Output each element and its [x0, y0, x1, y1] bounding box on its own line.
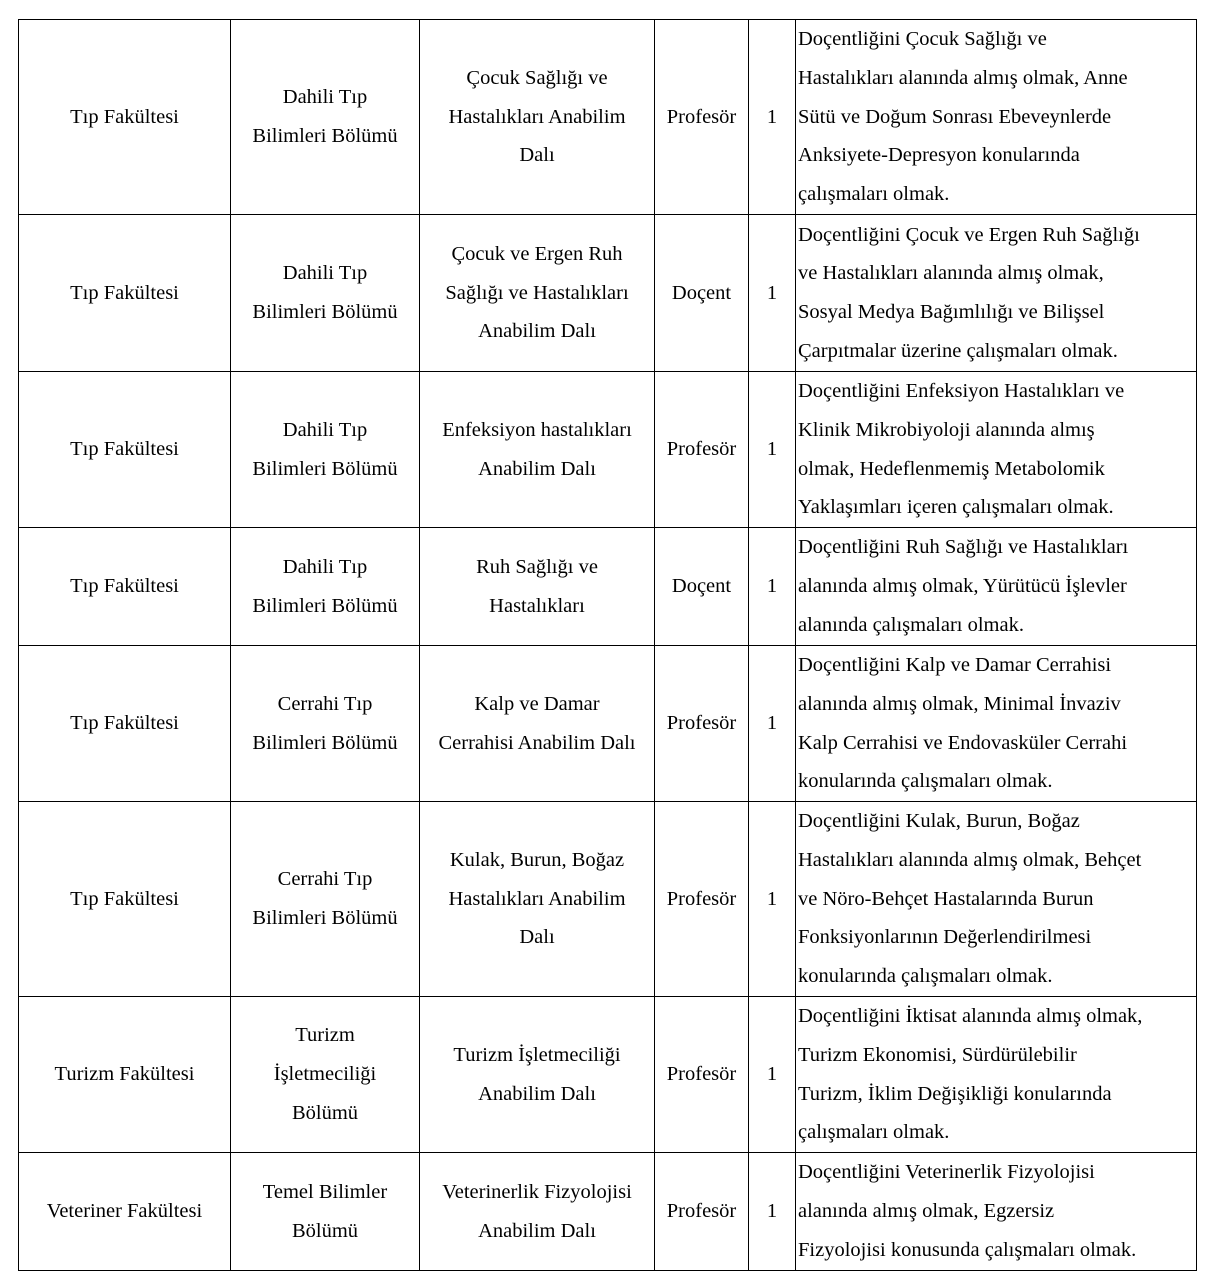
cell-line: konularında çalışmaları olmak. [798, 965, 1053, 988]
cell-line: Dalı [519, 926, 555, 949]
cell-line: Klinik Mikrobiyoloji alanında almış [798, 418, 1095, 441]
cell-line: Dahili Tıp [282, 86, 368, 109]
department-cell [231, 997, 420, 1153]
cell-line: Bilimleri Bölümü [252, 457, 398, 480]
cell-line: Bilimleri Bölümü [252, 301, 398, 323]
cell-line: Sütü ve Doğum Sonrası Ebeveynlerde [798, 105, 1112, 128]
cell-line: Anabilim Dalı [478, 1082, 596, 1105]
division-cell [420, 1153, 655, 1271]
faculty-cell [19, 646, 231, 802]
cell-line: Tıp Fakültesi [70, 575, 179, 598]
cell-line: Bilimleri Bölümü [252, 731, 398, 754]
cell-line: Doçentliğini Çocuk Sağlığı ve [798, 28, 1047, 51]
faculty-cell [19, 215, 231, 372]
cell-line: alanında almış olmak, Egzersiz [798, 1200, 1055, 1223]
faculty-cell [19, 372, 231, 528]
cell-line: Turizm İşletmeciliği [453, 1043, 621, 1066]
division-cell [420, 20, 655, 215]
cell-line: Enfeksiyon hastalıkları [442, 418, 632, 441]
academic-positions-table [18, 19, 1197, 1271]
cell-line: Çocuk ve Ergen Ruh [451, 242, 623, 265]
cell-line: Çocuk Sağlığı ve [466, 66, 608, 89]
requirement-cell [796, 997, 1197, 1153]
department-cell [231, 372, 420, 528]
cell-line: olmak, Hedeflenmemiş Metabolomik [798, 457, 1105, 480]
cell-line: Kalp Cerrahisi ve Endovasküler Cerrahi [798, 731, 1128, 754]
cell-line: Turizm, İklim Değişikliği konularında [798, 1082, 1112, 1105]
cell-line: ve Nöro-Behçet Hastalarında Burun [798, 887, 1094, 910]
cell-line: Hastalıkları [489, 594, 585, 617]
table-row [19, 997, 1197, 1153]
cell-line: Dahili Tıp [282, 418, 368, 441]
requirement-cell [796, 528, 1197, 646]
requirement-cell [796, 1153, 1197, 1271]
division-cell [420, 528, 655, 646]
cell-line: Anabilim Dalı [478, 320, 596, 343]
cell-line: Turizm Ekonomisi, Sürdürülebilir [798, 1043, 1077, 1066]
cell-line: Sosyal Medya Bağımlılığı ve Bilişsel [798, 301, 1105, 323]
department-cell [231, 646, 420, 802]
count-cell: 1 [749, 528, 796, 646]
cell-line: Temel Bilimler [262, 1180, 388, 1203]
count-cell: 1 [749, 20, 796, 215]
cell-line: Veteriner Fakültesi [46, 1200, 203, 1223]
cell-line: Tıp Fakültesi [70, 887, 179, 910]
cell-line: Hastalıkları Anabilim [448, 105, 626, 128]
cell-line: Anabilim Dalı [478, 457, 596, 480]
cell-line: Tıp Fakültesi [70, 438, 179, 461]
department-cell [231, 1153, 420, 1271]
cell-line: Doçentliğini Kulak, Burun, Boğaz [798, 810, 1080, 833]
cell-line: İşletmeciliği [273, 1063, 377, 1086]
requirement-cell [796, 372, 1197, 528]
cell-line: Tıp Fakültesi [70, 712, 179, 735]
count-cell: 1 [749, 372, 796, 528]
department-cell [231, 215, 420, 372]
cell-line: Bölümü [291, 1101, 359, 1124]
division-cell [420, 802, 655, 997]
cell-line: alanında almış olmak, Minimal İnvaziv [798, 692, 1121, 715]
cell-line: Bilimleri Bölümü [252, 907, 398, 929]
faculty-cell [19, 528, 231, 646]
cell-line: Cerrahisi Anabilim Dalı [438, 731, 636, 754]
cell-line: Doçentliğini Kalp ve Damar Cerrahisi [798, 654, 1112, 677]
division-cell [420, 997, 655, 1153]
cell-line: çalışmaları olmak. [798, 1121, 950, 1144]
title-cell: Profesör [655, 646, 749, 802]
cell-line: Doçentliğini Çocuk ve Ergen Ruh Sağlığı [798, 223, 1140, 246]
requirement-cell [796, 646, 1197, 802]
cell-line: Sağlığı ve Hastalıkları [445, 281, 629, 304]
faculty-cell [19, 802, 231, 997]
requirement-cell [796, 20, 1197, 215]
cell-line: Dahili Tıp [282, 262, 368, 285]
count-cell: 1 [749, 1153, 796, 1271]
cell-line: ve Hastalıkları alanında almış olmak, [798, 262, 1104, 285]
faculty-cell [19, 1153, 231, 1271]
cell-line: Kulak, Burun, Boğaz [449, 848, 625, 871]
cell-line: Veterinerlik Fizyolojisi [442, 1180, 632, 1203]
cell-line: alanında çalışmaları olmak. [798, 613, 1024, 636]
department-cell [231, 20, 420, 215]
division-cell [420, 215, 655, 372]
cell-line: Hastalıkları alanında almış olmak, Behçet [798, 848, 1142, 871]
cell-line: Ruh Sağlığı ve [476, 555, 598, 578]
count-cell: 1 [749, 802, 796, 997]
cell-line: Fizyolojisi konusunda çalışmaları olmak. [798, 1238, 1137, 1261]
requirement-cell [796, 215, 1197, 372]
cell-line: Cerrahi Tıp [277, 692, 373, 715]
count-cell: 1 [749, 215, 796, 372]
cell-line: Tıp Fakültesi [70, 105, 179, 128]
division-cell [420, 646, 655, 802]
cell-line: Hastalıkları alanında almış olmak, Anne [798, 66, 1128, 89]
cell-line: Fonksiyonlarının Değerlendirilmesi [798, 926, 1092, 949]
cell-line: Çarpıtmalar üzerine çalışmaları olmak. [798, 339, 1118, 362]
faculty-cell [19, 20, 231, 215]
department-cell [231, 528, 420, 646]
cell-line: Doçentliğini Ruh Sağlığı ve Hastalıkları [798, 536, 1129, 559]
cell-line: alanında almış olmak, Yürütücü İşlevler [798, 575, 1127, 598]
cell-line: konularında çalışmaları olmak. [798, 770, 1053, 793]
cell-line: Turizm Fakültesi [54, 1063, 195, 1086]
count-cell: 1 [749, 646, 796, 802]
title-cell: Profesör [655, 997, 749, 1153]
cell-line: Kalp ve Damar [474, 692, 600, 715]
division-cell [420, 372, 655, 528]
table-row [19, 20, 1197, 215]
title-cell: Profesör [655, 372, 749, 528]
count-cell: 1 [749, 997, 796, 1153]
cell-line: Dalı [519, 144, 555, 167]
cell-line: çalışmaları olmak. [798, 183, 950, 206]
table-row [19, 372, 1197, 528]
table-row [19, 802, 1197, 997]
cell-line: Yaklaşımları içeren çalışmaları olmak. [798, 496, 1114, 519]
cell-line: Doçentliğini İktisat alanında almış olmak, [798, 1005, 1143, 1028]
title-cell: Doçent [655, 215, 749, 372]
cell-line: Anabilim Dalı [478, 1219, 596, 1242]
department-cell [231, 802, 420, 997]
requirement-cell [796, 802, 1197, 997]
cell-line: Bölümü [291, 1219, 359, 1242]
cell-line: Doçentliğini Veterinerlik Fizyolojisi [798, 1161, 1095, 1184]
table-row [19, 646, 1197, 802]
cell-line: Bilimleri Bölümü [252, 594, 398, 617]
table-row [19, 215, 1197, 372]
cell-line: Doçentliğini Enfeksiyon Hastalıkları ve [798, 380, 1125, 403]
title-cell: Profesör [655, 802, 749, 997]
table-row [19, 1153, 1197, 1271]
faculty-cell [19, 997, 231, 1153]
cell-line: Cerrahi Tıp [277, 868, 373, 891]
title-cell: Profesör [655, 20, 749, 215]
cell-line: Tıp Fakültesi [70, 281, 179, 304]
cell-line: Bilimleri Bölümü [252, 125, 398, 147]
cell-line: Anksiyete-Depresyon konularında [798, 144, 1080, 167]
title-cell: Doçent [655, 528, 749, 646]
title-cell: Profesör [655, 1153, 749, 1271]
cell-line: Hastalıkları Anabilim [448, 887, 626, 910]
table-row [19, 528, 1197, 646]
cell-line: Turizm [295, 1024, 355, 1047]
cell-line: Dahili Tıp [282, 555, 368, 578]
